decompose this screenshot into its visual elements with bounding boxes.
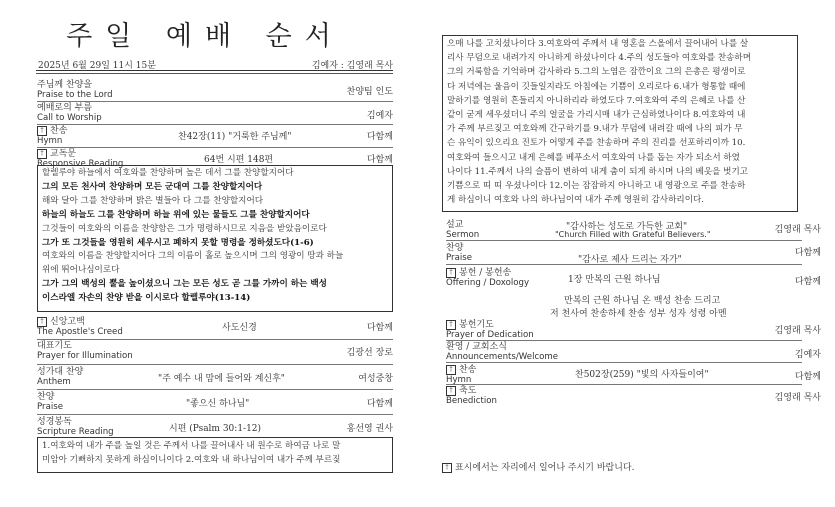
welcome-leader: 김예자 bbox=[794, 350, 821, 360]
offering-leader: 다함께 bbox=[794, 277, 821, 287]
item-en-label: Prayer of Dedication bbox=[446, 330, 534, 340]
scripture-line: 여호와여 들으시고 내게 은혜를 베푸소서 여호와여 나를 돕는 자가 되소서 하였 bbox=[447, 152, 740, 163]
sermon-title-en: "Church Filled with Grateful Believers." bbox=[555, 230, 711, 239]
anthem-title: "주 예수 내 맘에 들어와 계신후" bbox=[158, 374, 285, 384]
header-rule-thin bbox=[36, 73, 393, 74]
responsive-line: 해와 달아 그를 찬양하며 밝은 별들아 다 그를 찬양할지어다 bbox=[42, 195, 264, 206]
divider bbox=[446, 240, 802, 241]
item-ko-label: 성경봉독 bbox=[37, 417, 72, 427]
item-en-label: Prayer for Illumination bbox=[37, 351, 133, 361]
divider bbox=[37, 339, 393, 340]
item-ko-label: 예배로의 부름 bbox=[37, 103, 93, 113]
call-leader: 김예자 bbox=[366, 111, 393, 121]
standing-mark-icon: † bbox=[37, 126, 47, 136]
item-en-label: Offering / Doxology bbox=[446, 278, 530, 288]
anthem-leader: 여성중창 bbox=[358, 374, 393, 384]
praise-leader: 다함께 bbox=[366, 399, 393, 409]
divider bbox=[446, 264, 802, 265]
order-item-prelude bbox=[37, 80, 393, 100]
item-en-label: Benediction bbox=[446, 396, 497, 406]
item-en-label: Scripture Reading bbox=[37, 427, 114, 437]
item-en-label: Praise bbox=[446, 253, 472, 263]
order-item-creed bbox=[37, 317, 393, 337]
sermon-title: "감사하는 성도로 가득한 교회" bbox=[566, 222, 688, 232]
footer-note: † 표시에서는 자리에서 일어나 주시기 바랍니다. bbox=[442, 460, 635, 473]
item-en-label: Call to Worship bbox=[37, 113, 102, 123]
standing-mark-icon: † bbox=[446, 320, 456, 330]
scripture-line: 기쁨으로 띠 띠 우셨나이다 12.이는 잠잠하지 아니하고 내 영광으로 주를 찬송하 bbox=[447, 181, 746, 192]
sermon-preacher: 김영래 목사 bbox=[774, 225, 821, 235]
item-en-label: Praise to the Lord bbox=[37, 90, 113, 100]
item-en-label: Praise bbox=[37, 402, 63, 412]
item-ko-label: 축도 bbox=[459, 386, 477, 396]
hymn2-title: 찬502장(259) "빛의 사자들이여" bbox=[575, 370, 709, 380]
praise-title: "좋으신 하나님" bbox=[186, 399, 250, 409]
standing-mark-icon: † bbox=[446, 365, 456, 375]
order-item-call bbox=[37, 103, 393, 123]
standing-mark-icon: † bbox=[37, 317, 47, 327]
item-ko-label: 봉헌기도 bbox=[459, 320, 494, 330]
benediction-leader: 김영래 목사 bbox=[774, 393, 821, 403]
responsive-reading-box bbox=[37, 165, 393, 312]
responsive-line: 위에 뛰어나심이로다 bbox=[42, 265, 120, 276]
prelude-leader: 찬양팀 인도 bbox=[346, 87, 393, 97]
scripture-box-right bbox=[442, 35, 798, 212]
item-ko-label: 찬송 bbox=[50, 126, 68, 136]
scripture-line: 게 하심이니 여호와 나의 하나님이여 내가 주께 영원히 감사하리이다. bbox=[447, 195, 705, 206]
scripture-line: 미암아 기뻐하지 못하게 하심이니이다 2.여호와 내 하나님이여 내가 주께 부르짖 bbox=[42, 455, 341, 465]
creed-leader: 다함께 bbox=[366, 323, 393, 333]
responsive-title: 64번 시편 148편 bbox=[204, 155, 274, 165]
divider bbox=[37, 101, 393, 102]
responsive-line-bold: 이스라엘 자손의 찬양 받을 이시로다 할렐루야(13-14) bbox=[42, 293, 251, 304]
responsive-line-bold: 하늘의 하늘도 그를 찬양하며 하늘 위에 있는 물들도 그를 찬양할지어다 bbox=[42, 209, 310, 220]
page-title: 주일 예배 순서 bbox=[66, 21, 344, 52]
scripture-line: 나이다 11.주께서 나의 슬픔이 변하여 내게 춤이 되게 하시며 나의 베옷을 벗기고 bbox=[447, 166, 749, 177]
divider bbox=[446, 362, 802, 363]
item-ko-label: 주님께 찬양을 bbox=[37, 80, 93, 90]
divider bbox=[37, 147, 393, 148]
divider bbox=[37, 364, 393, 365]
responsive-line: 여호와의 이름을 찬양할지어다 그의 이름이 홀로 높으시며 그의 영광이 땅과 하늘 bbox=[42, 251, 344, 262]
item-ko-label: 봉헌 / 봉헌송 bbox=[459, 268, 512, 278]
divider bbox=[446, 340, 802, 341]
song-title: "감사로 제사 드리는 자가" bbox=[578, 255, 682, 265]
scripture-reference: 시편 (Psalm 30:1-12) bbox=[169, 424, 262, 434]
responsive-line-bold: 그가 그의 백성의 뿔을 높이셨으니 그는 모든 성도 곧 그를 가까이 하는 백성 bbox=[42, 279, 327, 290]
order-item-dedication bbox=[446, 320, 802, 340]
item-ko-label: 신앙고백 bbox=[50, 317, 85, 327]
item-en-label: Announcements/Welcome bbox=[446, 352, 559, 362]
divider bbox=[446, 384, 802, 385]
scripture-line: 그의 거룩함을 기억하며 감사하라 5.그의 노염은 잠깐이요 그의 은총은 평생이로 bbox=[447, 67, 746, 78]
item-ko-label: 찬양 bbox=[446, 243, 464, 253]
item-ko-label: 성가대 찬양 bbox=[37, 367, 84, 377]
item-ko-label: 설교 bbox=[446, 220, 464, 230]
responsive-line: 그것들이 여호와의 이름을 찬양함은 그가 명령하시므로 지음을 받았음이로다 bbox=[42, 223, 327, 234]
item-ko-label: 교독문 bbox=[50, 149, 77, 159]
responsive-leader: 다함께 bbox=[366, 155, 393, 165]
scripture-reader: 홍선영 권사 bbox=[346, 424, 393, 434]
order-item-prayer bbox=[37, 341, 393, 361]
divider bbox=[37, 124, 393, 125]
presider: 김예자 : 김영래 목사 bbox=[311, 61, 393, 71]
hymn1-title: 찬42장(11) "거룩한 주님께" bbox=[178, 132, 292, 142]
hymn1-leader: 다함께 bbox=[366, 132, 393, 142]
item-ko-label: 찬양 bbox=[37, 392, 55, 402]
scripture-line: 으매 나를 고치셨나이다 3.여호와여 주께서 내 영혼을 스올에서 끌어내어 나를 살 bbox=[447, 39, 749, 49]
item-ko-label: 찬송 bbox=[459, 365, 477, 375]
scripture-line: 1.여호와여 내가 주를 높일 것은 주께서 나를 끌어내사 내 원수로 하여금 나로 말 bbox=[42, 441, 341, 451]
doxology-line: 저 천사여 찬송하세 찬송 성부 성자 성령 아멘 bbox=[550, 309, 727, 319]
hymn2-leader: 다함께 bbox=[794, 372, 821, 382]
item-ko-label: 환영 / 교회소식 bbox=[446, 342, 507, 352]
song-leader: 다함께 bbox=[794, 248, 821, 258]
responsive-line: 할렐루야 하늘에서 여호와를 찬양하며 높은 데서 그를 찬양할지어다 bbox=[42, 168, 294, 178]
item-ko-label: 대표기도 bbox=[37, 341, 72, 351]
divider bbox=[37, 389, 393, 390]
service-date: 2025년 6월 29일 11시 15분 bbox=[38, 61, 156, 71]
scripture-line: 슨 유익이 있으리요 진토가 어떻게 주를 찬송하며 주의 진리를 선포하리이까 10. bbox=[447, 138, 746, 149]
item-en-label: Hymn bbox=[37, 136, 63, 146]
scripture-line: 리사 무덤으로 내려가지 아니하게 하셨나이다 4.주의 성도들아 여호와를 찬송하며 bbox=[447, 53, 752, 64]
divider bbox=[37, 414, 393, 415]
offering-hymn: 1장 만복의 근원 하나님 bbox=[568, 275, 661, 285]
order-item-welcome bbox=[446, 342, 802, 362]
standing-mark-icon: † bbox=[37, 149, 47, 159]
item-en-label: Anthem bbox=[37, 377, 71, 387]
item-en-label: The Apostle's Creed bbox=[37, 327, 123, 337]
standing-mark-icon: † bbox=[446, 268, 456, 278]
standing-mark-icon: † bbox=[442, 463, 452, 473]
item-en-label: Responsive Reading bbox=[37, 159, 124, 169]
scripture-line: 같이 굳게 세우셨더니 주의 얼굴을 가리시매 내가 근심하였나이다 8.여호와여 내 bbox=[447, 110, 746, 121]
creed-title: 사도신경 bbox=[222, 323, 257, 333]
dedication-leader: 김영래 목사 bbox=[774, 326, 821, 336]
prayer-leader: 김광선 장로 bbox=[346, 348, 393, 358]
scripture-line: 말하기를 영원히 흔들리지 아니하리라 하였도다 7.여호와여 주의 은혜로 나를 산 bbox=[447, 95, 746, 106]
standing-mark-icon: † bbox=[446, 386, 456, 396]
responsive-line-bold: 그가 또 그것들을 영원히 세우시고 폐하지 못할 명령을 정하셨도다(1-6) bbox=[42, 237, 314, 248]
scripture-line: 가 주께 부르짖고 여호와께 간구하기를 9.내가 무덤에 내려갈 때에 나의 피가 무 bbox=[447, 124, 743, 135]
item-en-label: Hymn bbox=[446, 375, 472, 385]
scripture-box-left bbox=[37, 437, 393, 473]
responsive-line-bold: 그의 모든 천사여 찬양하며 모든 군대여 그를 찬양할지어다 bbox=[42, 181, 263, 192]
scripture-line: 다 저녁에는 울음이 깃들일지라도 아침에는 기쁨이 오리로다 6.내가 형통할 때에 bbox=[447, 81, 746, 92]
item-en-label: Sermon bbox=[446, 230, 480, 240]
doxology-line: 만복의 근원 하나님 온 백성 찬송 드리고 bbox=[564, 296, 721, 306]
order-item-benediction bbox=[446, 386, 802, 406]
header-rule bbox=[36, 70, 393, 71]
